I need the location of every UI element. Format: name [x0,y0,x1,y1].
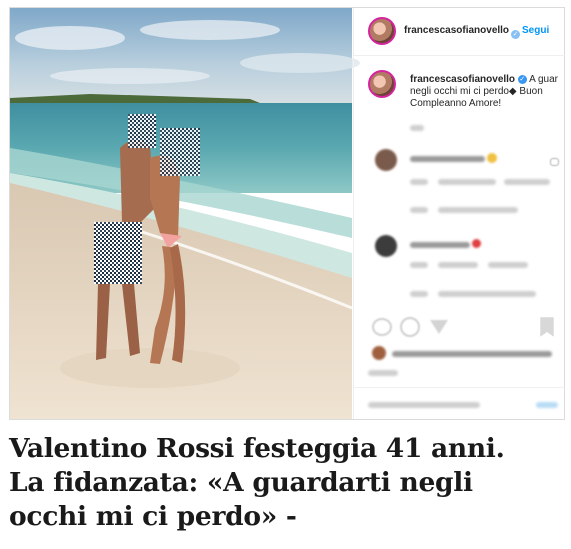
caption-avatar[interactable] [368,70,396,98]
bookmark-icon[interactable] [540,317,554,337]
view-replies-line[interactable] [410,291,428,297]
post-sidebar [353,8,565,419]
view-replies-blurred[interactable] [438,207,518,213]
comment-meta-blurred [410,179,428,185]
comment-meta-blurred [438,262,478,268]
post-header [354,8,565,56]
beach-photo [10,8,352,419]
add-comment-input[interactable] [368,402,480,408]
likes-text-blurred[interactable] [392,351,552,357]
reply-link-blurred[interactable] [488,262,528,268]
comment-text-blurred [410,156,485,162]
caption-time-blurred [410,125,424,131]
heart-icon[interactable] [372,318,392,336]
comment-icon[interactable] [400,317,420,337]
comment-meta-blurred [438,179,496,185]
post-photo[interactable] [10,8,352,419]
liker-avatar[interactable] [372,346,386,360]
instagram-post [9,7,565,420]
verified-badge-icon: ✓ [519,75,526,83]
emoji-icon [472,239,481,248]
article-headline[interactable] [9,432,565,534]
share-icon[interactable] [430,320,448,334]
caption-text-1: A guar [529,74,558,85]
follow-button[interactable]: Segui [522,25,550,36]
divider [354,387,565,388]
view-replies-line[interactable] [410,207,428,213]
reply-link-blurred[interactable] [504,179,550,185]
verified-icon: ✓ [512,31,519,39]
headline-line-1: Valentino Rossi festeggia 41 anni. [9,433,505,464]
like-comment-icon[interactable] [550,158,559,166]
comment-text-blurred [410,242,470,248]
post-date-blurred [368,370,398,376]
user-avatar[interactable] [368,17,396,45]
emoji-icon [487,153,497,163]
view-replies-blurred[interactable] [438,291,536,297]
caption-username[interactable]: francescasofianovello [410,74,516,85]
publish-button[interactable] [536,402,558,408]
header-username[interactable]: francescasofianovello [404,25,510,36]
headline-line-3: occhi mi ci perdo» - [9,501,297,532]
caption-text-3: Compleanno Amore! [410,98,502,109]
headline-line-2: La fidanzata: «A guardarti negli [9,467,473,498]
comment-meta-blurred [410,262,428,268]
comment-avatar[interactable] [375,235,397,257]
caption-text-2: negli occhi mi ci perdo◆ Buon [410,86,543,97]
post-caption [410,74,560,110]
comment-avatar[interactable] [375,149,397,171]
